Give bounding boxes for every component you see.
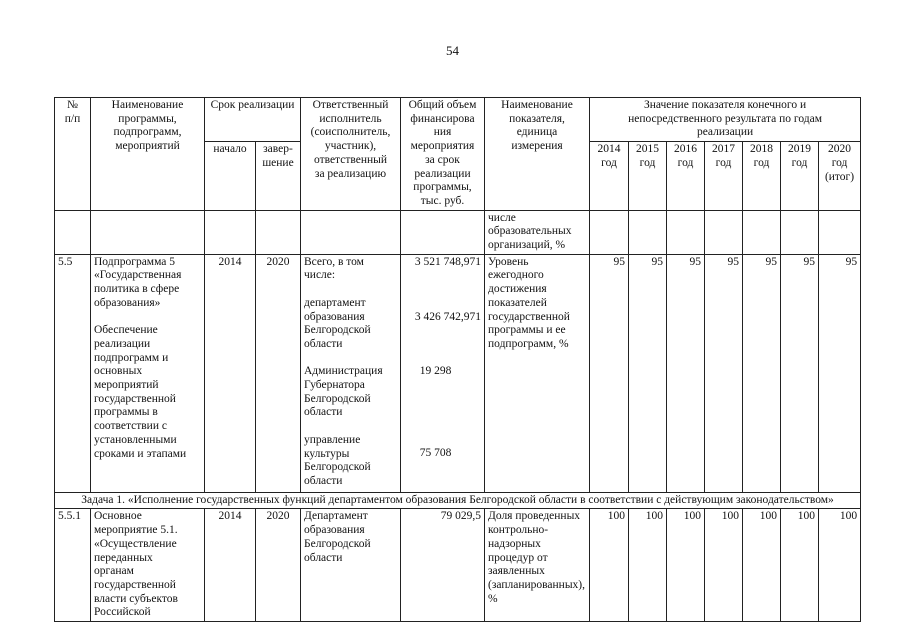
header-year-2017: 2017 год (705, 142, 743, 210)
value-2018: 95 (743, 254, 781, 492)
header-year-2015: 2015 год (629, 142, 667, 210)
page-number: 54 (446, 43, 459, 58)
indicator-cell: числе образовательных организаций, % (485, 210, 590, 254)
row-end: 2020 (256, 509, 301, 622)
row-funding (401, 254, 485, 492)
header-term-start: начало (205, 142, 256, 210)
row-funding: 79 029,5 (401, 509, 485, 622)
value-2019: 95 (781, 254, 819, 492)
value-2015: 100 (629, 509, 667, 622)
row-name: Основное мероприятие 5.1. «Осуществление переданных органам государственной власти субъектов Российской (91, 509, 205, 622)
header-num: № п/п (55, 98, 91, 211)
row-end: 2020 (256, 254, 301, 492)
task-row (55, 492, 861, 509)
header-row-1 (55, 98, 861, 142)
value-2020: 95 (819, 254, 861, 492)
value-2016: 100 (667, 509, 705, 622)
funding-culture-dept: 75 708 (419, 447, 452, 460)
header-executor: Ответственный исполнитель (соисполнитель, участник), ответственный за реализацию (301, 98, 401, 211)
value-2017: 95 (705, 254, 743, 492)
header-year-2016: 2016 год (667, 142, 705, 210)
executor-education-dept: департамент образования Белгородской области (304, 296, 371, 350)
funding-total: 3 521 748,971 (414, 255, 481, 268)
header-term: Срок реализации (205, 98, 301, 142)
executor-culture-dept: управление культуры Белгородской области (304, 433, 371, 487)
header-term-end: завер- шение (256, 142, 301, 210)
value-2019: 100 (781, 509, 819, 622)
value-2015: 95 (629, 254, 667, 492)
value-2016: 95 (667, 254, 705, 492)
table-row-5-5-1 (55, 509, 861, 622)
table-row-continuation (55, 210, 861, 254)
subprogram-description: Обеспечение реализации подпрограмм и основных мероприятий государственной программы в соответствии с установленными сроками и этапами (94, 324, 187, 460)
header-funding: Общий объем финансирова ния мероприятия за срок реализации программы, тыс. руб. (401, 98, 485, 211)
value-2014: 95 (590, 254, 629, 492)
executor-total: Всего, в том числе: (304, 255, 364, 282)
header-year-2018: 2018 год (743, 142, 781, 210)
row-name (91, 254, 205, 492)
row-start: 2014 (205, 254, 256, 492)
header-year-2014: 2014 год (590, 142, 629, 210)
value-2014: 100 (590, 509, 629, 622)
funding-governor-admin: 19 298 (419, 365, 452, 378)
value-2018: 100 (743, 509, 781, 622)
header-year-2020: 2020 год (итог) (819, 142, 861, 210)
row-num: 5.5.1 (55, 509, 91, 622)
header-values: Значение показателя конечного и непосредственного результата по годам реализации (590, 98, 861, 142)
row-executor (301, 254, 401, 492)
table-row-5-5 (55, 254, 861, 492)
row-executor: Департамент образования Белгородской области (301, 509, 401, 622)
header-name: Наименование программы, подпрограмм, мероприятий (91, 98, 205, 211)
task-title: Задача 1. «Исполнение государственных функций департаментом образования Белгородской области в соответствии с действующим законодательством» (55, 492, 861, 509)
row-num: 5.5 (55, 254, 91, 492)
funding-education-dept: 3 426 742,971 (414, 310, 481, 323)
header-indicator: Наименование показателя, единица измерения (485, 98, 590, 211)
subprogram-title: Подпрограмма 5 «Государственная политика в сфере образования» (94, 255, 182, 309)
value-2020: 100 (819, 509, 861, 622)
executor-governor-admin: Администрация Губернатора Белгородской области (304, 365, 383, 419)
row-start: 2014 (205, 509, 256, 622)
row-indicator: Доля проведенных контрольно- надзорных процедур от заявленных (запланированных), % (485, 509, 590, 622)
program-table (54, 97, 861, 622)
header-year-2019: 2019 год (781, 142, 819, 210)
row-indicator: Уровень ежегодного достижения показателей государственной программы и ее подпрограмм, % (485, 254, 590, 492)
value-2017: 100 (705, 509, 743, 622)
